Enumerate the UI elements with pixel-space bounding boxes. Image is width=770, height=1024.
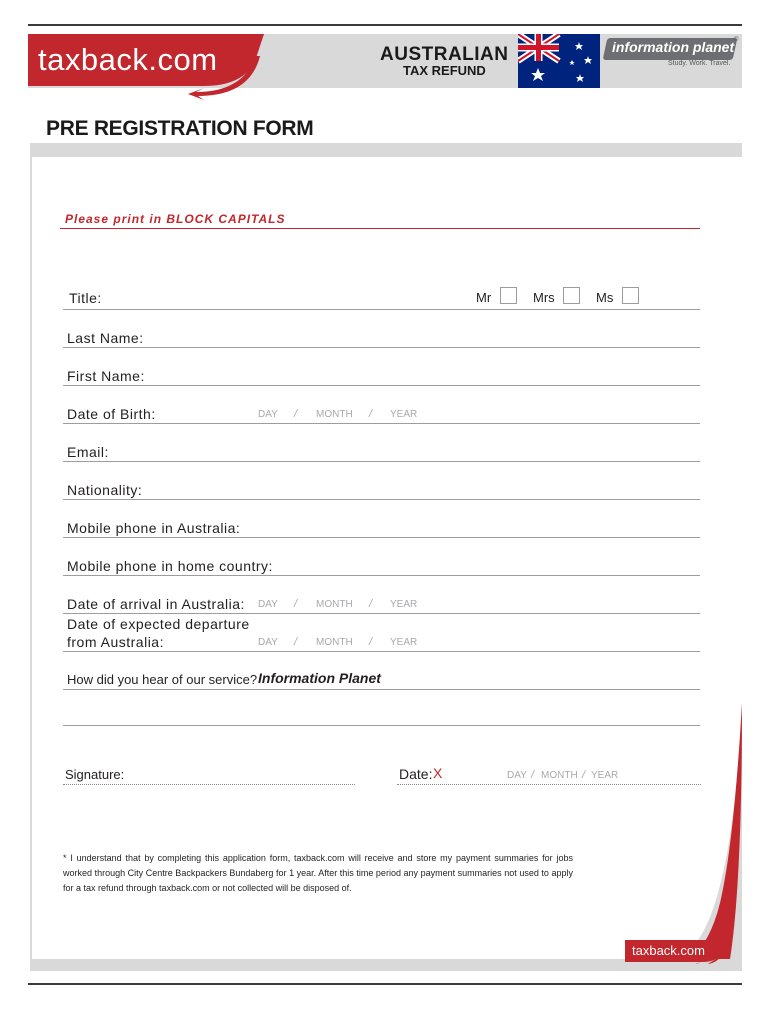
sign-month-placeholder: MONTH — [541, 770, 578, 781]
top-rule — [28, 24, 742, 26]
departure-field[interactable] — [63, 651, 700, 652]
mobile-home-label: Mobile phone in home country: — [67, 558, 273, 574]
nationality-field[interactable] — [63, 499, 700, 500]
instruction-text: Please print in BLOCK CAPITALS — [65, 212, 286, 226]
arrival-field[interactable] — [63, 613, 700, 614]
australian-flag-icon — [518, 34, 600, 88]
title-option-mr-label: Mr — [476, 290, 492, 305]
title-option-ms-label: Ms — [596, 290, 614, 305]
departure-month-placeholder: MONTH — [316, 637, 353, 648]
date-separator: / — [369, 598, 373, 610]
dob-year-placeholder: YEAR — [390, 409, 418, 420]
dob-month-placeholder: MONTH — [316, 409, 353, 420]
date-separator: / — [369, 636, 373, 648]
signature-label: Signature: — [65, 767, 125, 782]
mobile-au-field[interactable] — [63, 537, 700, 538]
hear-field[interactable] — [63, 689, 700, 690]
title-mrs-checkbox[interactable] — [563, 287, 580, 304]
date-separator: / — [582, 769, 586, 781]
last-name-field[interactable] — [63, 347, 700, 348]
arrival-day-placeholder: DAY — [258, 599, 278, 610]
mobile-au-label: Mobile phone in Australia: — [67, 520, 241, 536]
header-subtitle: TAX REFUND — [403, 63, 486, 78]
disclaimer-text: * I understand that by completing this application form, taxback.com will receive and store my payment summaries for jobs worked through City Centre Backpackers Bundaberg for 1 year. After this time period any payment summaries not used to apply for a tax refund through taxback.com or not collected will be disposed of. — [63, 853, 573, 893]
hear-label: How did you hear of our service? — [67, 672, 258, 687]
title-mr-checkbox[interactable] — [500, 287, 517, 304]
partner-tagline: Study. Work. Travel. — [668, 60, 731, 67]
sign-day-placeholder: DAY — [507, 770, 527, 781]
title-ms-checkbox[interactable] — [622, 287, 639, 304]
date-separator: / — [294, 408, 298, 420]
mobile-home-field[interactable] — [63, 575, 700, 576]
brand-logo-text: taxback.com — [38, 42, 218, 77]
hear-answer: Information Planet — [258, 670, 381, 686]
email-label: Email: — [67, 444, 109, 460]
title-label: Title: — [69, 290, 102, 306]
header-title: AUSTRALIAN — [380, 44, 509, 65]
arrival-month-placeholder: MONTH — [316, 599, 353, 610]
departure-label-line1: Date of expected departure — [67, 616, 250, 632]
date-separator: / — [294, 636, 298, 648]
date-mark: X — [433, 765, 443, 781]
arrival-label: Date of arrival in Australia: — [67, 596, 245, 612]
partner-logo-text: information planet — [612, 39, 735, 55]
dob-day-placeholder: DAY — [258, 409, 278, 420]
title-field-line[interactable] — [63, 309, 700, 310]
nationality-label: Nationality: — [67, 482, 143, 498]
departure-day-placeholder: DAY — [258, 637, 278, 648]
footer-brand: taxback.com — [632, 943, 705, 958]
registered-mark: ® — [734, 37, 739, 43]
departure-label-line2: from Australia: — [67, 634, 164, 650]
signature-field[interactable] — [63, 784, 355, 785]
bottom-rule — [28, 983, 742, 985]
dob-field[interactable] — [63, 423, 700, 424]
departure-year-placeholder: YEAR — [390, 637, 418, 648]
first-name-field[interactable] — [63, 385, 700, 386]
date-separator: / — [294, 598, 298, 610]
arrival-year-placeholder: YEAR — [390, 599, 418, 610]
instruction-underline — [60, 228, 700, 229]
email-field[interactable] — [63, 461, 700, 462]
title-option-mrs-label: Mrs — [533, 290, 555, 305]
last-name-label: Last Name: — [67, 330, 144, 346]
date-field[interactable] — [397, 784, 701, 785]
date-separator: / — [369, 408, 373, 420]
date-label: Date: — [399, 766, 433, 782]
form-title: PRE REGISTRATION FORM — [46, 117, 314, 140]
sign-year-placeholder: YEAR — [591, 770, 619, 781]
form-panel — [30, 143, 742, 971]
hear-extra-line[interactable] — [63, 725, 700, 726]
dob-label: Date of Birth: — [67, 406, 156, 422]
date-separator: / — [531, 769, 535, 781]
first-name-label: First Name: — [67, 368, 145, 384]
